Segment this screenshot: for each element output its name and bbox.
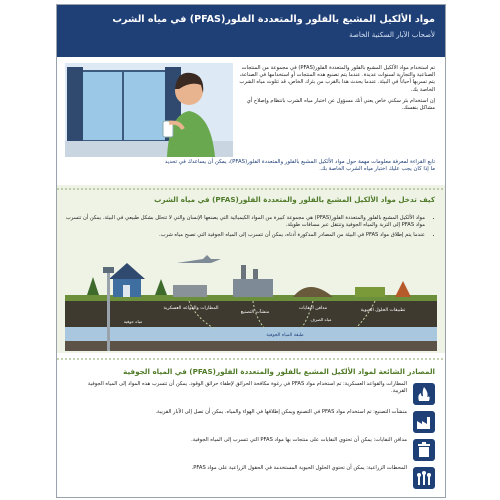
source-text-farm: المحطات الزراعية: يمكن أن تحتوي الحلول الحيوية المستخدمة في الحقول الزراعية على مواد PFAS. — [191, 465, 407, 471]
section1-bullet-2: • عندما يتم إطلاق مواد PFAS في البيئة من المصادر المذكورة أدناه، يمكن أن تتسرب إلى المياه الجوفية التي تصبح مياه شرب. — [65, 232, 425, 239]
intro-note — [67, 159, 435, 173]
intro-paragraph-1: تم استخدام مواد الألكيل المشبع بالفلور والمتعددة الفلور(PFAS) في مجموعة من المنتجات الصناعية والتجارية لسنوات عديدة. عندما يتم تصنيع هذه المنتجات أو استخدامها في الصناعة، يتم تسربها أحياناً في البيئة. عندما يحدث هذا بالقرب من بئرك الخاص، قد تتلوث مياه الشرب الخاصة بك. — [239, 65, 435, 93]
fact-sheet-page — [56, 4, 446, 498]
page-subtitle: لأصحاب الآبار السكنية الخاصة — [349, 31, 435, 39]
intro-text — [235, 65, 435, 116]
source-text-factories: منشآت التصنيع: تم استخدام مواد PFAS في التصنيع ويمكن إطلاقها في الهواء والمياه. يمكن أن تصل إلى الآبار القريبة. — [155, 409, 407, 415]
woman-at-window-illustration — [65, 63, 233, 157]
dotted-divider — [57, 185, 445, 193]
note-line-2: ما إذا كان يجب عليك اختبار مياه الشرب الخاصة بك. — [319, 166, 435, 172]
diagram-label-landfill: مدافن النفايات — [298, 306, 328, 311]
diagram-label-factories: منشآت التصنيع — [240, 310, 270, 315]
diagram-label-aquifer: طبقة المياه الجوفية — [266, 333, 304, 338]
diagram-label-wellwater: مياه جوفية — [123, 319, 143, 324]
source-text-military: المطارات والقواعد العسكرية: تم استخدام مواد PFAS في رغوة مكافحة الحرائق لإطفاء حرائق الوقود. يمكن أن تتسرب هذه المواد إلى المياه الجوفية القريبة. — [87, 381, 407, 394]
header — [57, 5, 445, 57]
diagram-label-biosolids: تطبيقات الحلول الحيوية — [360, 308, 406, 313]
fire-icon — [413, 383, 435, 405]
section2-title: المصادر الشائعة لمواد الألكيل المشبع بالفلور والمتعددة الفلور(PFAS) في المياه الجوفية — [123, 367, 435, 376]
source-text-landfill: مدافن النفايات: يمكن أن تحتوي النفايات على منتجات بها مواد PFAS التي تتسرب إلى المياه الجوفية. — [191, 437, 407, 443]
section1-title: كيف تدخل مواد الألكيل المشبع بالفلور والمتعددة الفلور(PFAS) في مياه الشرب — [154, 195, 435, 204]
section1-bullets — [65, 215, 435, 242]
diagram-label-wastewater: مياه الصرف — [310, 317, 332, 322]
crops-icon — [413, 467, 435, 489]
section1-bullet-1: • مواد الألكيل المشبع بالفلور والمتعددة الفلور(PFAS) هي مجموعة كبيرة من المواد الكيميائية التي يصنعها الإنسان والتي لا تتحلل بشكل طبيعي في البيئة. يمكن أن تتسرب مواد PFAS إلى التربة والمياه الجوفية وتنتقل عبر مسافات طويلة. — [65, 215, 425, 229]
dotted-divider-2 — [57, 355, 445, 363]
note-line-1: تابع القراءة لمعرفة معلومات مهمة حول مواد الألكيل المشبع بالفلور والمتعددة الفلور(PFAS)، يمكن أن يساعدك في تحديد — [164, 159, 435, 165]
diagram-label-military: المطارات والقواعد العسكرية — [163, 306, 219, 311]
trash-icon — [413, 439, 435, 461]
source-item-farm — [67, 465, 435, 497]
section-common-sources — [57, 355, 445, 497]
factory-icon — [413, 411, 435, 433]
intro-paragraph-2: إن استخدام بئر سكني خاص يعني أنك مسؤول عن اختبار مياه الشرب بانتظام وإصلاح أي مشاكل بنفسك. — [246, 97, 435, 112]
page-title: مواد الألكيل المشبع بالفلور والمتعددة الفلور(PFAS) في مياه الشرب — [112, 14, 435, 25]
groundwater-diagram — [65, 241, 437, 351]
